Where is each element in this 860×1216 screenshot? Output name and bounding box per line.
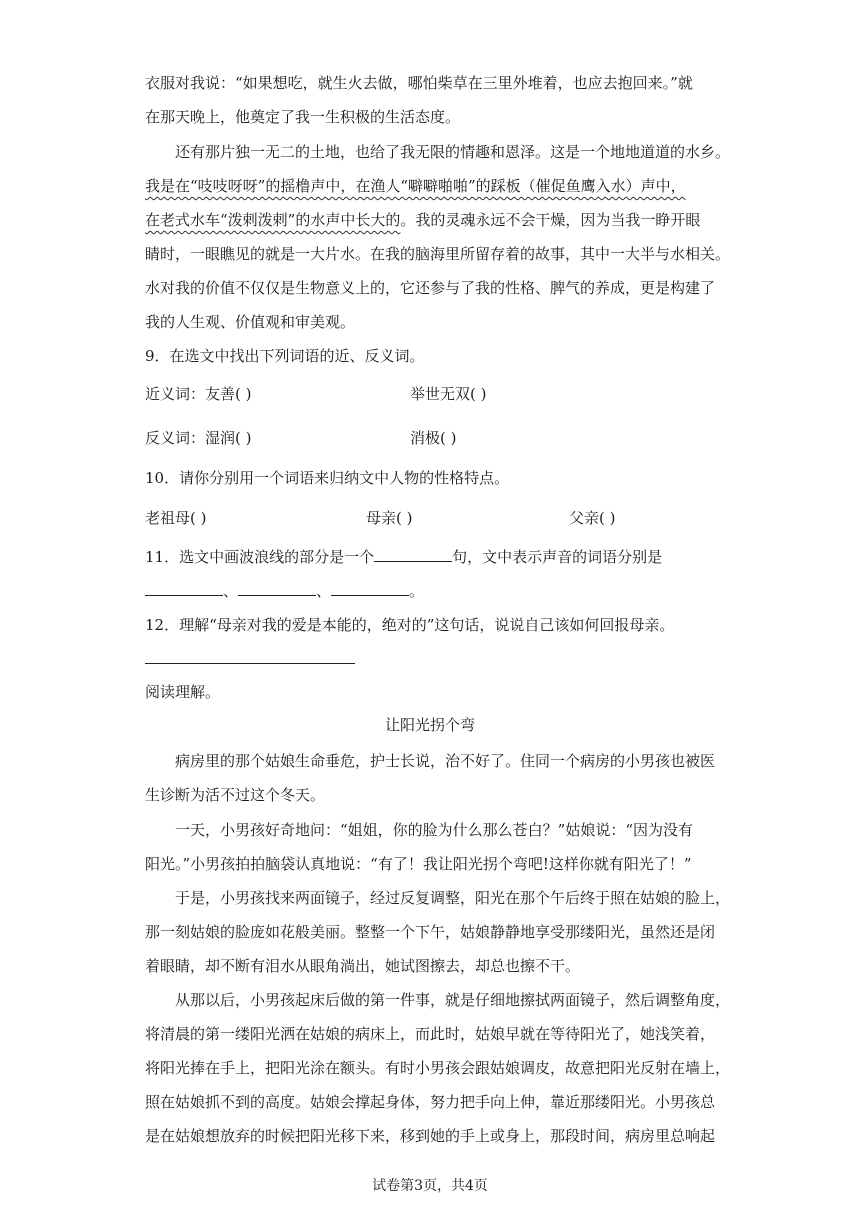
q11-blank-sentence-type[interactable] [374,547,452,562]
passage-line-1: 衣服对我说：“如果想吃，就生火去做，哪怕柴草在三里外堆着，也应去抱回来。”就 [145,74,693,92]
passage-line-7: 水对我的价值不仅仅是生物意义上的，它还参与了我的性格、脾气的养成，更是构建了 [145,279,716,297]
passage-line-6: 睛时，一眼瞧见的就是一大片水。在我的脑海里所留存着的故事，其中一大半与水相关。 [145,245,731,263]
q12-answer-line[interactable] [145,663,355,664]
passage-line-5-wavy: 在老式水车“泼剌泼剌”的水声中长大的 [145,211,401,229]
q11-blank-sound-2[interactable] [238,581,316,596]
q10-mother[interactable]: 母亲( ) [366,509,413,527]
q11-text-b: 句，文中表示声音的词语分别是 [452,548,663,566]
story-p3-line-3: 着眼睛，却不断有泪水从眼角淌出，她试图擦去，却总也擦不干。 [145,957,581,975]
question-11-line-1 [145,546,662,568]
question-9-stem: 9．在选文中找出下列词语的近、反义词。 [145,347,425,365]
q11-blank-sound-3[interactable] [331,581,409,596]
q10-father[interactable]: 父亲( ) [569,509,616,527]
story-p1-line-2: 生诊断为活不过这个冬天。 [145,786,326,804]
question-11-line-2 [145,580,424,602]
story-p4-line-5: 是在姑娘想放弃的时候把阳光移下来，移到她的手上或身上，那段时间，病房里总响起 [145,1127,716,1145]
question-10-stem: 10．请你分别用一个词语来归纳文中人物的性格特点。 [145,469,510,487]
q11-blank-sound-1[interactable] [145,581,223,596]
passage-line-5 [145,209,700,231]
passage-line-2: 在那天晚上，他奠定了我一生积极的生活态度。 [145,108,461,126]
passage-line-8: 我的人生观、价值观和审美观。 [145,313,356,331]
section-heading: 阅读理解。 [145,683,221,701]
q11-end: 。 [409,582,425,600]
q11-sep-1: 、 [223,582,239,600]
q9-synonym-2[interactable]: 举世无双( ) [410,385,487,403]
q9-antonym-1[interactable]: 反义词：湿润( ) [145,429,252,447]
passage-line-5-rest: 。我的灵魂永远不会干燥，因为当我一睁开眼 [400,211,701,229]
page-footer: 试卷第3页，共4页 [372,1178,488,1194]
story-p3-line-1: 于是，小男孩找来两面镜子，经过反复调整，阳光在那个午后终于照在姑娘的脸上， [175,889,731,907]
story-p4-line-1: 从那以后，小男孩起床后做的第一件事，就是仔细地擦拭两面镜子，然后调整角度， [175,991,731,1009]
q9-synonym-1[interactable]: 近义词：友善( ) [145,385,252,403]
q11-sep-2: 、 [316,582,332,600]
question-12-stem: 12．理解“母亲对我的爱是本能的，绝对的”这句话，说说自己该如何回报母亲。 [145,616,675,634]
story-p4-line-3: 将阳光捧在手上，把阳光涂在额头。有时小男孩会跟姑娘调皮，故意把阳光反射在墙上， [145,1059,731,1077]
story-p3-line-2: 那一刻姑娘的脸庞如花般美丽。整整一个下午，姑娘静静地享受那缕阳光，虽然还是闭 [145,923,716,941]
q11-text-a: 11．选文中画波浪线的部分是一个 [145,548,375,566]
passage-line-3: 还有那片独一无二的土地，也给了我无限的情趣和恩泽。这是一个地地道道的水乡。 [175,143,731,161]
story-p2-line-1: 一天，小男孩好奇地问：“姐姐，你的脸为什么那么苍白？”姑娘说：“因为没有 [175,821,694,839]
story-p4-line-2: 将清晨的第一缕阳光洒在姑娘的病床上，而此时，姑娘早就在等待阳光了，她浅笑着， [145,1025,716,1043]
story-p2-line-2: 阳光。”小男孩拍拍脑袋认真地说：“有了！我让阳光拐个弯吧!这样你就有阳光了！” [145,855,692,873]
story-p1-line-1: 病房里的那个姑娘生命垂危，护士长说，治不好了。住同一个病房的小男孩也被医 [175,752,716,770]
story-p4-line-4: 照在姑娘抓不到的高度。姑娘会撑起身体，努力把手向上伸，靠近那缕阳光。小男孩总 [145,1093,716,1111]
q9-antonym-2[interactable]: 消极( ) [410,429,457,447]
passage-line-4-wavy: 我是在“吱吱呀呀”的摇橹声中，在渔人“噼噼啪啪”的踩板（催促鱼鹰入水）声中， [145,177,686,195]
story-title: 让阳光拐个弯 [384,716,475,734]
q10-grandmother[interactable]: 老祖母( ) [145,509,207,527]
